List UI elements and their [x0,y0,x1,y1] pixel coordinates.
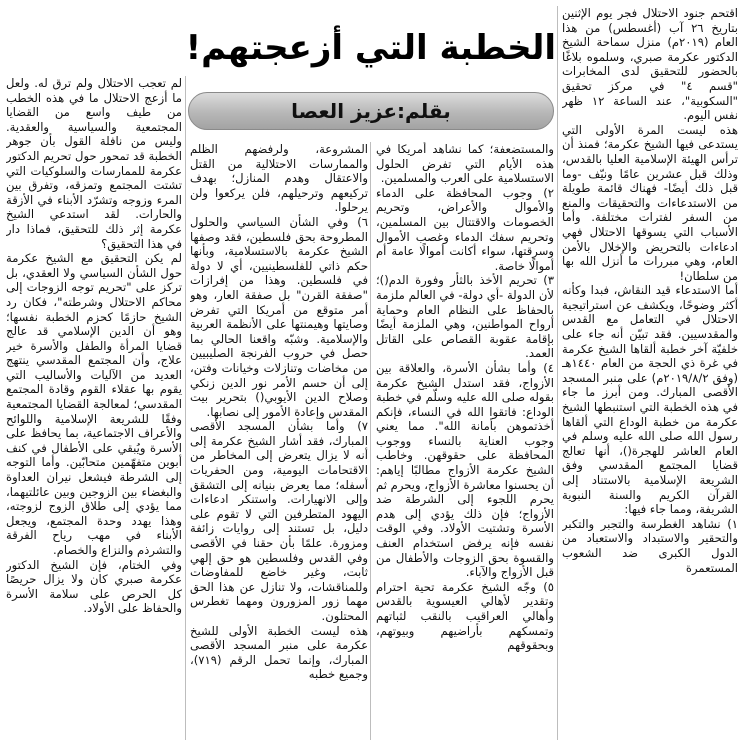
paragraph: ٢) وجوب المحافظة على الدماء والأموال والأعراض، وتحريم الخصومات والاقتتال بين المسلمين، وتحريم سفك الدماء وغصب الأموال وسرقتها، سواء أكانت أموالًا عامة أم أموالًا خاصة. [376,185,554,273]
article-column-3 [190,142,368,743]
article-column-1 [562,6,738,743]
author-byline: بقلم:عزيز العصا [188,92,554,130]
article-column-2 [376,142,554,743]
paragraph: لم تعجب الاحتلال ولم ترق له. ولعل ما أزعج الاحتلال ما في هذه الخطب من طيف واسع من القضايا المجتمعية والسياسية والعقدية. وليس من نافلة القول بأن جوهر الخطبة قد تمحور حول تحريم الدكتور عكرمة للممارسات والسلوكيات التي تشتت المجتمع وتمزقه، وتفرق بين المرء وزوجه وتشرّد الأبناء في الأزقة والحارات. لقد استدعي الشيخ عكرمة إثر ذلك للتحقيق، فماذا دار في هذا التحقيق؟ [6,76,182,251]
paragraph: أما الاستدعاء قيد النقاش، فبدا وكأنه أكثر وضوحًا، ويكشف عن استراتيجية الاحتلال في التعامل مع القدس والمقدسيين. فقد تبيّن أنه جاء على خلفيّة آخر خطبة ألقاها الشيخ عكرمة في غرة ذي الحجة من العام ١٤٤٠هـ (وفق ٢٠١٩/٨/٢م) على منبر المسجد الأقصى المبارك. ومن أبرز ما جاء في هذه الخطبة التي استنبطها الشيخ عكرمة من خطبة الوداع التي ألقاها رسول الله صلى الله عليه وسلم في العام العاشر للهجرة()، أنها تعالج قضايا المجتمع المقدسي وفق الشريعة الإسلامية بالاستناد إلى القرآن الكريم والسنة النبوية الشريفة، ومما جاء فيها: [562,283,738,517]
paragraph: المشروعة، ولرفضهم الظلم والممارسات الاحتلالية من القتل والاعتقال وهدم المنازل؛ بهدف تركيعهم وترحيلهم، فلن يركعوا ولن يرحلوا. [190,142,368,215]
column-divider [185,76,186,740]
paragraph: ٣) تحريم الأخذ بالثأر وفورة الدم()؛ لأن الدولة -أي دولة- في العالم ملزمة بالحفاظ على النظام العام وحماية أرواح المواطنين، وهي الملزمة أيضًا بإقامة عقوبة القصاص على القاتل العمد. [376,273,554,361]
article-column-4 [6,76,182,743]
column-divider [370,142,371,740]
paragraph: والمستضعفة؛ كما نشاهد أمريكا في هذه الأيام التي تفرض الحلول الاستسلامية على العرب والمسلمين. [376,142,554,186]
paragraph: وفي الختام، فإن الشيخ الدكتور عكرمة صبري كان ولا يزال حريصًا كل الحرص على سلامة الأسرة والحفاظ على الأولاد. [6,557,182,616]
column-divider [557,6,558,740]
paragraph: ٧) وأما بشأن المسجد الأقصى المبارك، فقد أشار الشيخ عكرمة إلى أنه لا يزال يتعرض إلى المخاطر من الاقتحامات اليومية، ومن الحفريات أسفله؛ مما يعرض بنيانه إلى التشقق وإلى الانهيارات. واستنكر ادعاءات اليهود المتطرفين التي لا تقوم على دليل، بل تستند إلى روايات زائفة ومزورة. علمًا بأن حقنا في الأقصى وفي القدس وفلسطين هو حق إلهي ثابت، وغير خاضع للمفاوضات وللمناقشات، ولا تنازل عن هذا الحق مهما زور المزورون ومهما تغطرس المحتلون. [190,419,368,623]
article-headline: الخطبة التي أزعجتهم! [185,28,556,68]
paragraph: اقتحم جنود الاحتلال فجر يوم الإثنين بتاريخ ٢٦ آب (أغسطس) من هذا العام (٢٠١٩م) منزل سماحة الشيخ الدكتور عكرمة صبري، وسلموه بلاغًا بالحضور للتحقيق لدى المخابرات "قسم ٤" في مركز تحقيق "السكوبية"، عند الساعة ١٢ ظهر نفس اليوم. [562,6,738,123]
paragraph: ٤) وأما بشأن الأسرة، والعلاقة بين الأزواج، فقد استدل الشيخ عكرمة بقوله صلى الله عليه وسلّم في خطبة الوداع: فاتقوا الله في النساء، فإنكم أخذتموهن بأمانة الله". مما يعني وجوب العناية بالنساء ووجوب المحافظة على حقوقهن. وخاطب الشيخ عكرمة الأزواج مطالبًا إياهم: أن يحسنوا معاشرة الأزواج، ويحرم ثم يحرم اللجوء إلى الشرطة ضد الأزواج؛ فإن ذلك يؤدي إلى هدم الأسرة وتشتيت الأولاد. وفي الوقت نفسه فإنه يرفض استخدام العنف والقسوة بحق الزوجات والأطفال من قبل الأزواج والآباء. [376,360,554,580]
paragraph: ٦) وفي الشأن السياسي والحلول المطروحة بحق فلسطين، فقد وصفها الشيخ عكرمة بالاستسلامية، وبأنها حكم ذاتي للفلسطينيين، أي لا دولة في فلسطين. وهذا من إفرازات "صفقة القرن" بل صفقة العار، وهو أمر متوقع من أمريكا التي تفرض وصايتها وهيمنتها على الأنظمة العربية والإسلامية. وشبّه واقعنا الحالي بما حصل في حروب الفرنجة الصليبيين من مخاضات وتنازلات وخيانات وفتن، إلى أن حسم الأمر نور الدين زنكي وصلاح الدين الأيوبي() بتحرير بيت المقدس وإعادة الأمور إلى نصابها. [190,214,368,419]
paragraph: هذه ليست الخطبة الأولى للشيخ عكرمة على منبر المسجد الأقصى المبارك، وإنما تحمل الرقم (٧١٩)، وجميع خطبه [190,623,368,682]
paragraph: ٥) وجّه الشيخ عكرمة تحية احترام وتقدير لأهالي العيسوية بالقدس وأهالي العراقيب بالنقب لثباتهم وتمسكهم بأراضيهم وبيوتهم، وبحقوقهم [376,579,554,653]
paragraph: هذه ليست المرة الأولى التي يستدعى فيها الشيخ عكرمة؛ فمنذ أن ترأس الهيئة الإسلامية العليا بالقدس، وذلك قبل عشرين عامًا ونيّف -وما قبل ذلك أيضًا- فهناك قائمة طويلة من الاستدعاءات والتحقيقات والمنع من السفر لفترات مختلفة. وأما الأسباب التي يسوقها الاحتلال فهي ادعاءات بالتحريض والإخلال بالأمن العام، وهي مبررات ما أنزل الله بها من سلطان! [562,122,738,283]
paragraph: ١) نشاهد الغطرسة والتجبر والتكبر والتحقير والاستبداد والاستعباد من الدول الكبرى ضد الشعوب المستعمرة [562,516,738,575]
paragraph: لم يكن التحقيق مع الشيخ عكرمة حول الشأن السياسي ولا العقدي، بل تركز على "تحريم توجه الزوجات إلى محاكم الاحتلال وشرطته"، فكان رد الشيخ حازمًا كحزم الخطبة نفسها؛ وهو أن الدين الإسلامي قد عالج قضايا المرأة والطفل والأسرة خير علاج، وأن المجتمع المقدسي ينتهج العديد من الآليات والأساليب التي يقوم بها عقلاء القوم وقادة المجتمع المقدسي؛ لمعالجة القضايا المجتمعية وفقًا للشريعة الإسلامية واللوائح والأعراف الاجتماعية، بما يحافظ على الأسرة ويُبقي على الأطفال في كنف أبوين متفهّمين متحابّين. وأما التوجه إلى الشرطة فيشعل نيران العداوة والبغضاء بين الزوجين وبين عائلتيهما، مما يؤدي إلى طلاق الزوج لزوجته، وهذا يهدد وحدة المجتمع، ويجعل الأبناء في مهب رياح الفرقة والتشرذم والنزاع والخصام. [6,251,182,557]
